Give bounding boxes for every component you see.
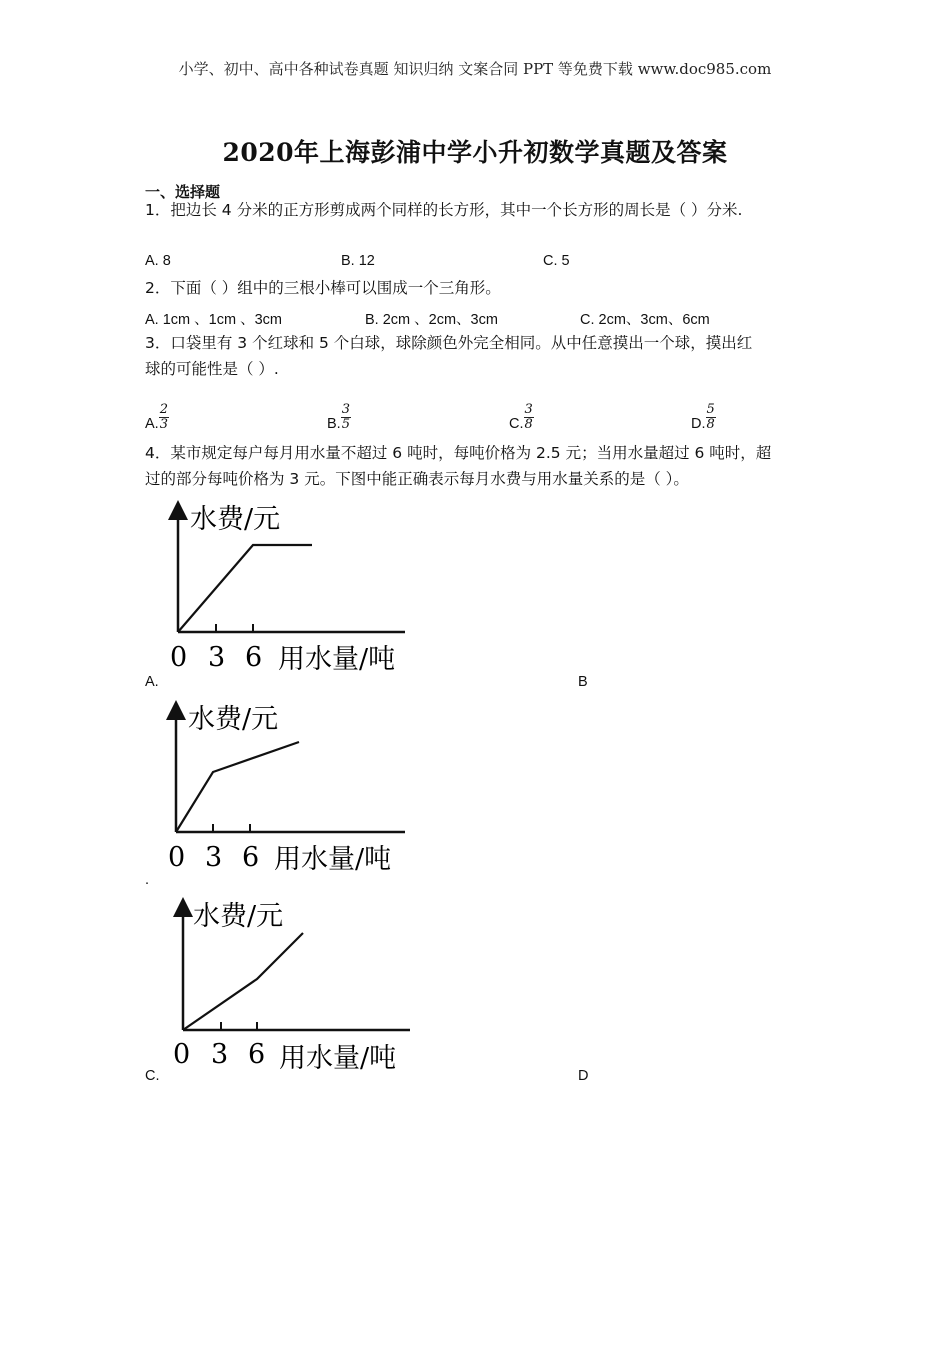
- q3-option-a-label: A.: [145, 416, 159, 432]
- tick-label-3: 3: [208, 642, 226, 673]
- fraction-denominator: 5: [341, 417, 350, 432]
- y-axis-label: 水费/元: [188, 704, 279, 735]
- q2-option-b: B. 2cm 、2cm、3cm: [365, 312, 498, 328]
- fraction-denominator: 8: [706, 417, 715, 432]
- q1-option-b: B. 12: [341, 253, 375, 269]
- graph-b-label: B: [578, 674, 588, 690]
- graph-line: [176, 742, 299, 832]
- origin-label: 0: [173, 1039, 191, 1070]
- question-3-line-2: 球的可能性是（ ）.: [145, 360, 279, 378]
- fraction-numerator: 2: [159, 402, 168, 417]
- graph-d-label: D: [578, 1068, 589, 1084]
- q3-option-a: [145, 388, 169, 432]
- fraction-numerator: 5: [706, 402, 715, 417]
- q3-option-a-fraction: [159, 403, 169, 432]
- fraction-denominator: 3: [159, 417, 168, 432]
- tick-label-6: 6: [242, 842, 260, 873]
- q3-option-b-fraction: [341, 403, 351, 432]
- graph-b-dot: .: [145, 872, 150, 888]
- tick-label-6: 6: [245, 642, 263, 673]
- origin-label: 0: [168, 842, 186, 873]
- question-4-line-2: 过的部分每吨价格为 3 元。下图中能正确表示每月水费与用水量关系的是（ ）。: [145, 470, 689, 488]
- graph-c-label: C.: [145, 1068, 160, 1084]
- y-axis-label: 水费/元: [190, 504, 281, 535]
- q3-option-c-label: C.: [509, 416, 524, 432]
- fraction-numerator: 3: [524, 402, 533, 417]
- page-header: 小学、初中、高中各种试卷真题 知识归纳 文案合同 PPT 等免费下载 www.doc985.com: [178, 60, 772, 78]
- q3-option-c: [509, 388, 534, 432]
- q3-option-d: [691, 388, 716, 432]
- q3-option-d-fraction: [706, 403, 716, 432]
- graph-a: [160, 500, 430, 680]
- graph-b: [160, 700, 430, 880]
- x-axis-label: 用水量/吨: [278, 644, 396, 675]
- tick-label-3: 3: [211, 1039, 229, 1070]
- x-axis-label: 用水量/吨: [274, 844, 392, 875]
- q3-option-c-fraction: [524, 403, 534, 432]
- question-4-line-1: 4．某市规定每户每月用水量不超过 6 吨时，每吨价格为 2.5 元；当用水量超过 6 吨时，超: [145, 444, 772, 462]
- q3-option-b: [327, 388, 351, 432]
- page-title: 2020年上海彭浦中学小升初数学真题及答案: [222, 138, 728, 167]
- question-2-text: 2．下面（ ）组中的三根小棒可以围成一个三角形。: [145, 279, 501, 297]
- tick-label-3: 3: [205, 842, 223, 873]
- question-3-line-1: 3．口袋里有 3 个红球和 5 个白球，球除颜色外完全相同。从中任意摸出一个球，摸出红: [145, 334, 753, 352]
- q3-option-d-label: D.: [691, 416, 706, 432]
- tick-label-6: 6: [248, 1039, 266, 1070]
- question-1-text: 1．把边长 4 分米的正方形剪成两个同样的长方形，其中一个长方形的周长是（ ）分米.: [145, 201, 743, 219]
- graph-c: [165, 897, 435, 1077]
- q3-option-b-label: B.: [327, 416, 341, 432]
- q2-option-a: A. 1cm 、1cm 、3cm: [145, 312, 282, 328]
- graph-line: [183, 933, 303, 1030]
- x-axis-label: 用水量/吨: [279, 1043, 397, 1074]
- graph-a-label: A.: [145, 674, 159, 690]
- q1-option-c: C. 5: [543, 253, 570, 269]
- section-heading: 一、选择题: [145, 183, 221, 201]
- q2-option-c: C. 2cm、3cm、6cm: [580, 312, 710, 328]
- y-axis-label: 水费/元: [193, 901, 284, 932]
- graph-line: [178, 545, 312, 632]
- fraction-denominator: 8: [524, 417, 533, 432]
- origin-label: 0: [170, 642, 188, 673]
- fraction-numerator: 3: [341, 402, 350, 417]
- q1-option-a: A. 8: [145, 253, 171, 269]
